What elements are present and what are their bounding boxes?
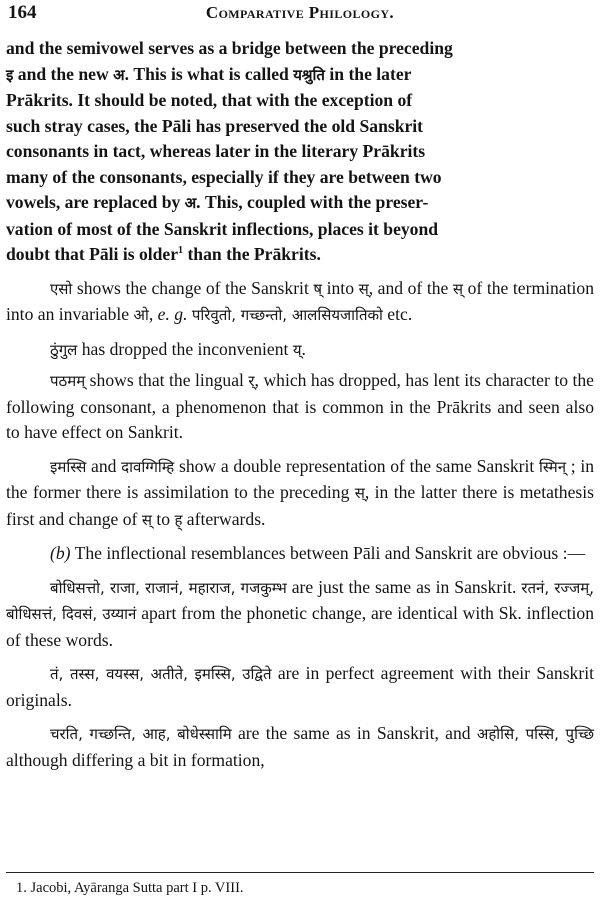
- paragraph-imassi: इमस्सि and दावग्गिम्हि show a double representation of the same Sanskrit स्मिन् ; in the former there is assimilation to the preceding स्, in the latter there is metathesis first and change of स् to ह् afterwards.: [6, 455, 594, 529]
- footnote-text: Jacobi, Ayāranga Sutta part I p. VIII.: [26, 880, 244, 896]
- paragraph-tam: तं, तस्स, वयस्स, अतीते, इमस्सि, उद्विते are in perfect agreement with their Sanskrit originals.: [6, 663, 594, 710]
- paragraph-inflectional: (b) The inflectional resemblances between Pāli and Sanskrit are obvious :—: [50, 543, 586, 563]
- paragraph-pathamam: पठमम् shows that the lingual र्, which has dropped, has lent its character to the following consonant, a phenomenon that is common in the Prākrits and seen also to have effect on Sankrit.: [6, 370, 594, 442]
- paragraph-semivowel: and the semivowel serves as a bridge between the preceding इ and the new अ. This is what is called यश्रुति in the later Prākrits. It should be noted, that with the exception of such stray cases, the Pāli has preserved the old Sanskrit consonants in tact, whereas later in the literary Prākrits many of the consonants, especially if they are between two vowels, are replaced by अ. This, coupled with the preser- vation of most of the Sanskrit inflections, places it beyond doubt that Pāli is older$^1$ than the Prākrits.: [6, 38, 453, 264]
- footnote: [16, 878, 592, 898]
- page-number: 164: [8, 2, 37, 23]
- paragraph-eso: एसो shows the change of the Sanskrit ष् into स्, and of the स् of the termination into an invariable ओ, e. g. परिवुतो, गच्छन्तो, आलसियजातिको etc.: [6, 277, 594, 324]
- page-header: [8, 2, 592, 30]
- paragraph-thungula: ठुंगुल has dropped the inconvenient य्.: [50, 338, 306, 359]
- footnote-number: 1.: [16, 880, 27, 896]
- paragraph-carati: चरति, गच्छन्ति, आह, बोधेस्सामि are the same as in Sanskrit, and अहोसि, पस्सि, पुच्छि although differing a bit in formation,: [6, 723, 594, 770]
- footnote-marker: 1: [178, 245, 184, 257]
- footnote-rule: [6, 872, 594, 873]
- paragraph-bodhisatto: बोधिसत्तो, राजा, राजानं, महाराज, गजकुम्भ are just the same as in Sanskrit. रतनं, रज्जम्, बोधिसत्तं, दिवसं, उय्यानं apart from the phonetic change, are identical with Sk. inflection of these words.: [6, 576, 594, 650]
- page-body: [6, 36, 594, 781]
- running-head: Comparative Philology.: [205, 3, 395, 22]
